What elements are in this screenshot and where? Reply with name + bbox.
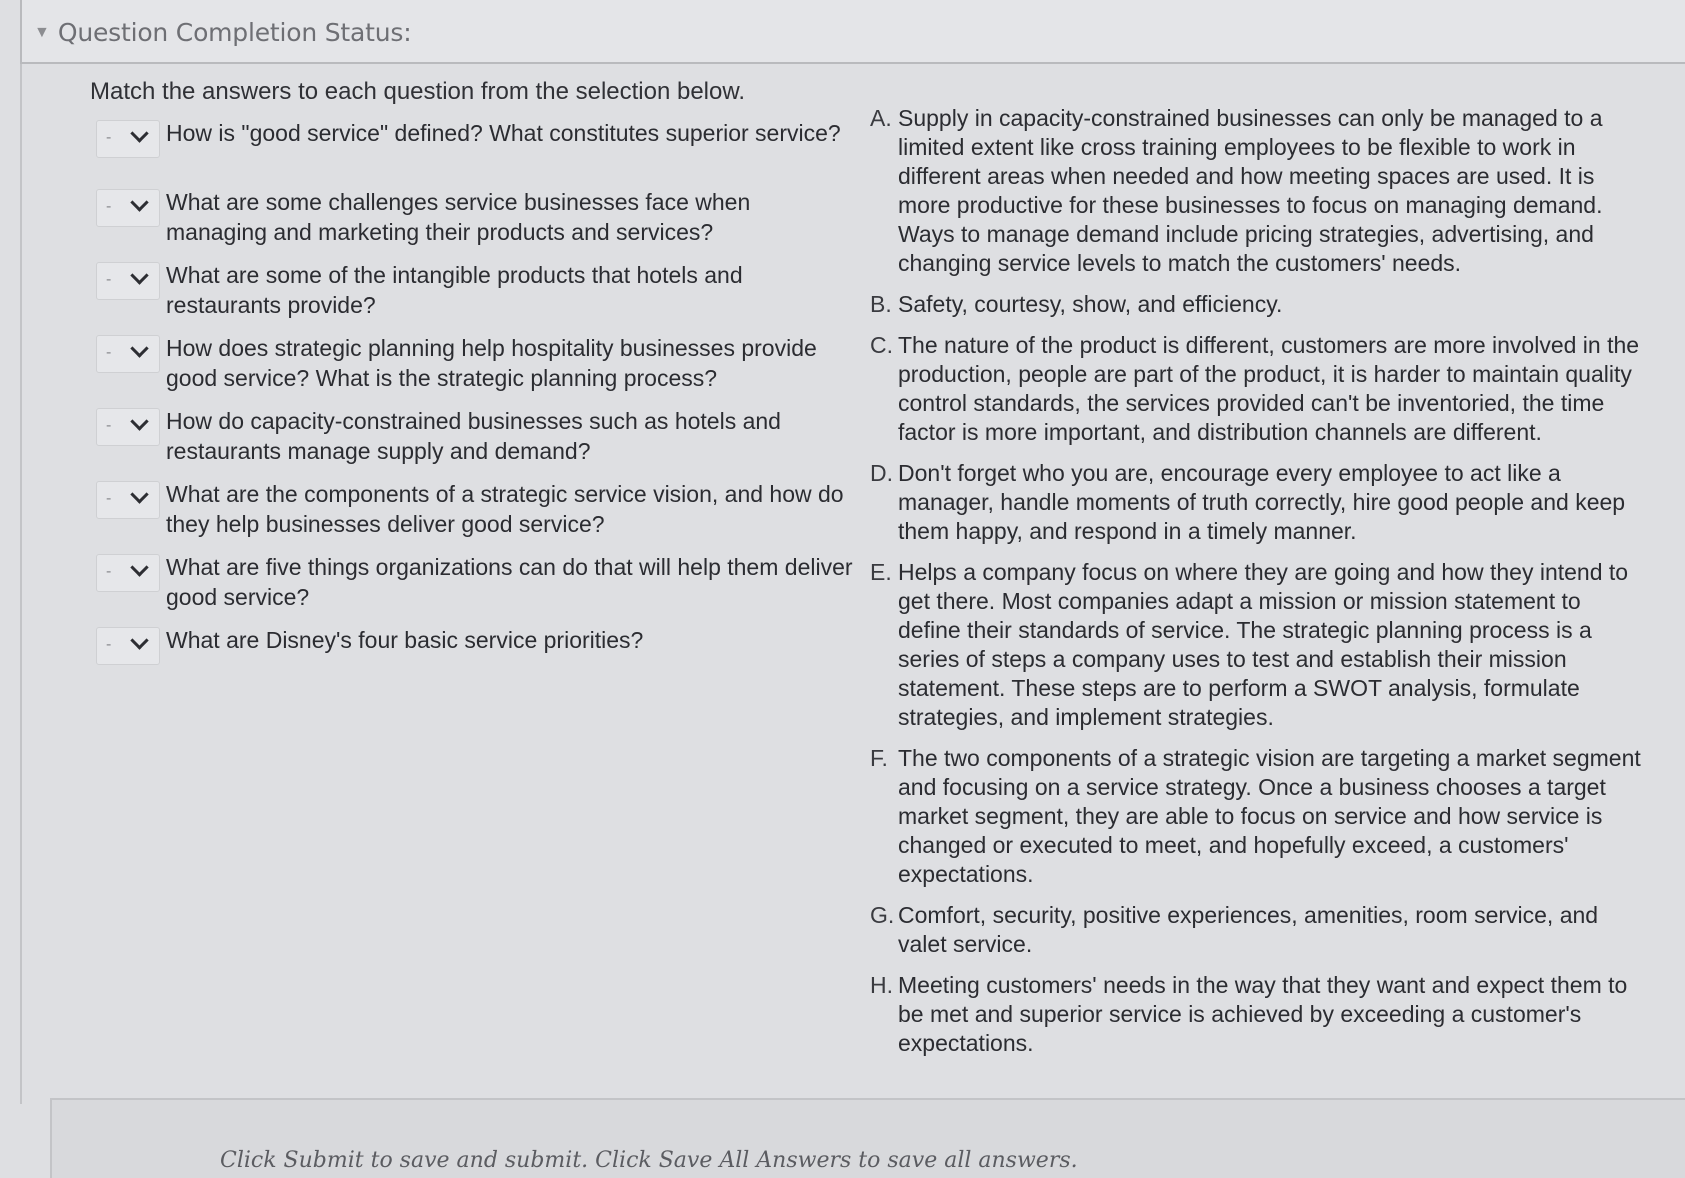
answer-option <box>870 331 1650 447</box>
dropdown-value: - <box>106 344 112 361</box>
chevron-down-icon: ▼ <box>34 23 50 41</box>
answer-letter: G. <box>870 902 895 928</box>
answer-option <box>870 459 1650 546</box>
answer-text: The nature of the product is different, customers are more involved in the production, people are part of the product, it is harder to maintain quality control standards, the services provided can't be inventoried, the time factor is more important, and distribution channels are different. <box>898 332 1640 445</box>
answer-dropdown[interactable] <box>96 408 160 446</box>
chevron-down-icon <box>130 266 148 284</box>
status-label: Question Completion Status: <box>57 18 412 47</box>
chevron-down-icon <box>130 631 148 649</box>
answer-text: Safety, courtesy, show, and efficiency. <box>898 291 1283 317</box>
question-text: How does strategic planning help hospitality businesses provide good service? What is the strategic planning process? <box>166 335 817 391</box>
answer-option <box>870 104 1650 278</box>
answer-text: Don't forget who you are, encourage every employee to act like a manager, handle moments of truth correctly, hire good people and keep them happy, and respond in a timely manner. <box>898 460 1626 544</box>
question-text: What are some of the intangible products that hotels and restaurants provide? <box>166 262 743 318</box>
chevron-down-icon <box>130 124 148 142</box>
dropdown-value: - <box>106 271 112 288</box>
answer-text: The two components of a strategic vision are targeting a market segment and focusing on a service strategy. Once a business chooses a target market segment, they are able to focus on service and how service is changed or executed to meet, and hopefully exceed, a customers' expectations. <box>898 745 1641 887</box>
question-row <box>96 479 856 539</box>
question-row <box>96 406 856 466</box>
chevron-down-icon <box>130 558 148 576</box>
question-row <box>96 333 856 393</box>
question-text: What are Disney's four basic service priorities? <box>166 627 644 653</box>
instructions: Match the answers to each question from the selection below. <box>90 78 746 105</box>
chevron-down-icon <box>130 412 148 430</box>
answer-text: Meeting customers' needs in the way that they want and expect them to be met and superior service is achieved by exceeding a customer's expectations. <box>898 972 1628 1056</box>
question-row <box>96 552 856 612</box>
answer-letter: B. <box>870 291 892 317</box>
answer-option <box>870 744 1650 889</box>
answer-dropdown[interactable] <box>96 554 160 592</box>
question-text: What are the components of a strategic service vision, and how do they help businesses deliver good service? <box>166 481 844 537</box>
chevron-down-icon <box>130 485 148 503</box>
answer-option <box>870 971 1650 1058</box>
answer-dropdown[interactable] <box>96 627 160 665</box>
question-status-bar <box>20 0 1685 64</box>
answer-option <box>870 290 1650 319</box>
question-list <box>96 118 856 694</box>
answer-dropdown[interactable] <box>96 120 160 158</box>
answer-letter: A. <box>870 105 892 131</box>
answer-dropdown[interactable] <box>96 335 160 373</box>
answer-dropdown[interactable] <box>96 189 160 227</box>
dropdown-value: - <box>106 417 112 434</box>
question-row <box>96 187 856 247</box>
dropdown-value: - <box>106 490 112 507</box>
dropdown-value: - <box>106 198 112 215</box>
question-text: What are five things organizations can do that will help them deliver good service? <box>166 554 853 610</box>
answer-option <box>870 901 1650 959</box>
dropdown-value: - <box>106 636 112 653</box>
status-toggle[interactable] <box>34 18 411 47</box>
question-text: How is "good service" defined? What constitutes superior service? <box>166 120 841 146</box>
answer-letter: E. <box>870 559 892 585</box>
answer-text: Supply in capacity-constrained businesses can only be managed to a limited extent like cross training employees to be flexible to work in different areas when needed and how meeting spaces are used. It is more productive for these businesses to focus on managing demand. Ways to manage demand include pricing strategies, advertising, and changing service levels to match the customers' needs. <box>898 105 1603 276</box>
page-frame-border <box>20 64 22 1104</box>
chevron-down-icon <box>130 339 148 357</box>
answer-text: Helps a company focus on where they are going and how they intend to get there. Most companies adapt a mission or mission statement to define their standards of service. The strategic planning process is a series of steps a company uses to test and establish their mission statement. These steps are to perform a SWOT analysis, formulate strategies, and implement strategies. <box>898 559 1629 730</box>
answer-letter: F. <box>870 745 888 771</box>
answer-option <box>870 558 1650 732</box>
question-text: What are some challenges service businesses face when managing and marketing their products and services? <box>166 189 751 245</box>
answer-list <box>870 104 1650 1070</box>
answer-letter: D. <box>870 460 893 486</box>
answer-letter: C. <box>870 332 893 358</box>
answer-letter: H. <box>870 972 893 998</box>
answer-dropdown[interactable] <box>96 481 160 519</box>
chevron-down-icon <box>130 193 148 211</box>
question-text: How do capacity-constrained businesses such as hotels and restaurants manage supply and demand? <box>166 408 781 464</box>
submit-instructions: Click Submit to save and submit. Click Save All Answers to save all answers. <box>220 1148 1078 1173</box>
dropdown-value: - <box>106 129 112 146</box>
answer-dropdown[interactable] <box>96 262 160 300</box>
question-row <box>96 625 856 681</box>
question-row <box>96 260 856 320</box>
answer-text: Comfort, security, positive experiences, amenities, room service, and valet service. <box>898 902 1599 957</box>
question-row <box>96 118 856 174</box>
dropdown-value: - <box>106 563 112 580</box>
